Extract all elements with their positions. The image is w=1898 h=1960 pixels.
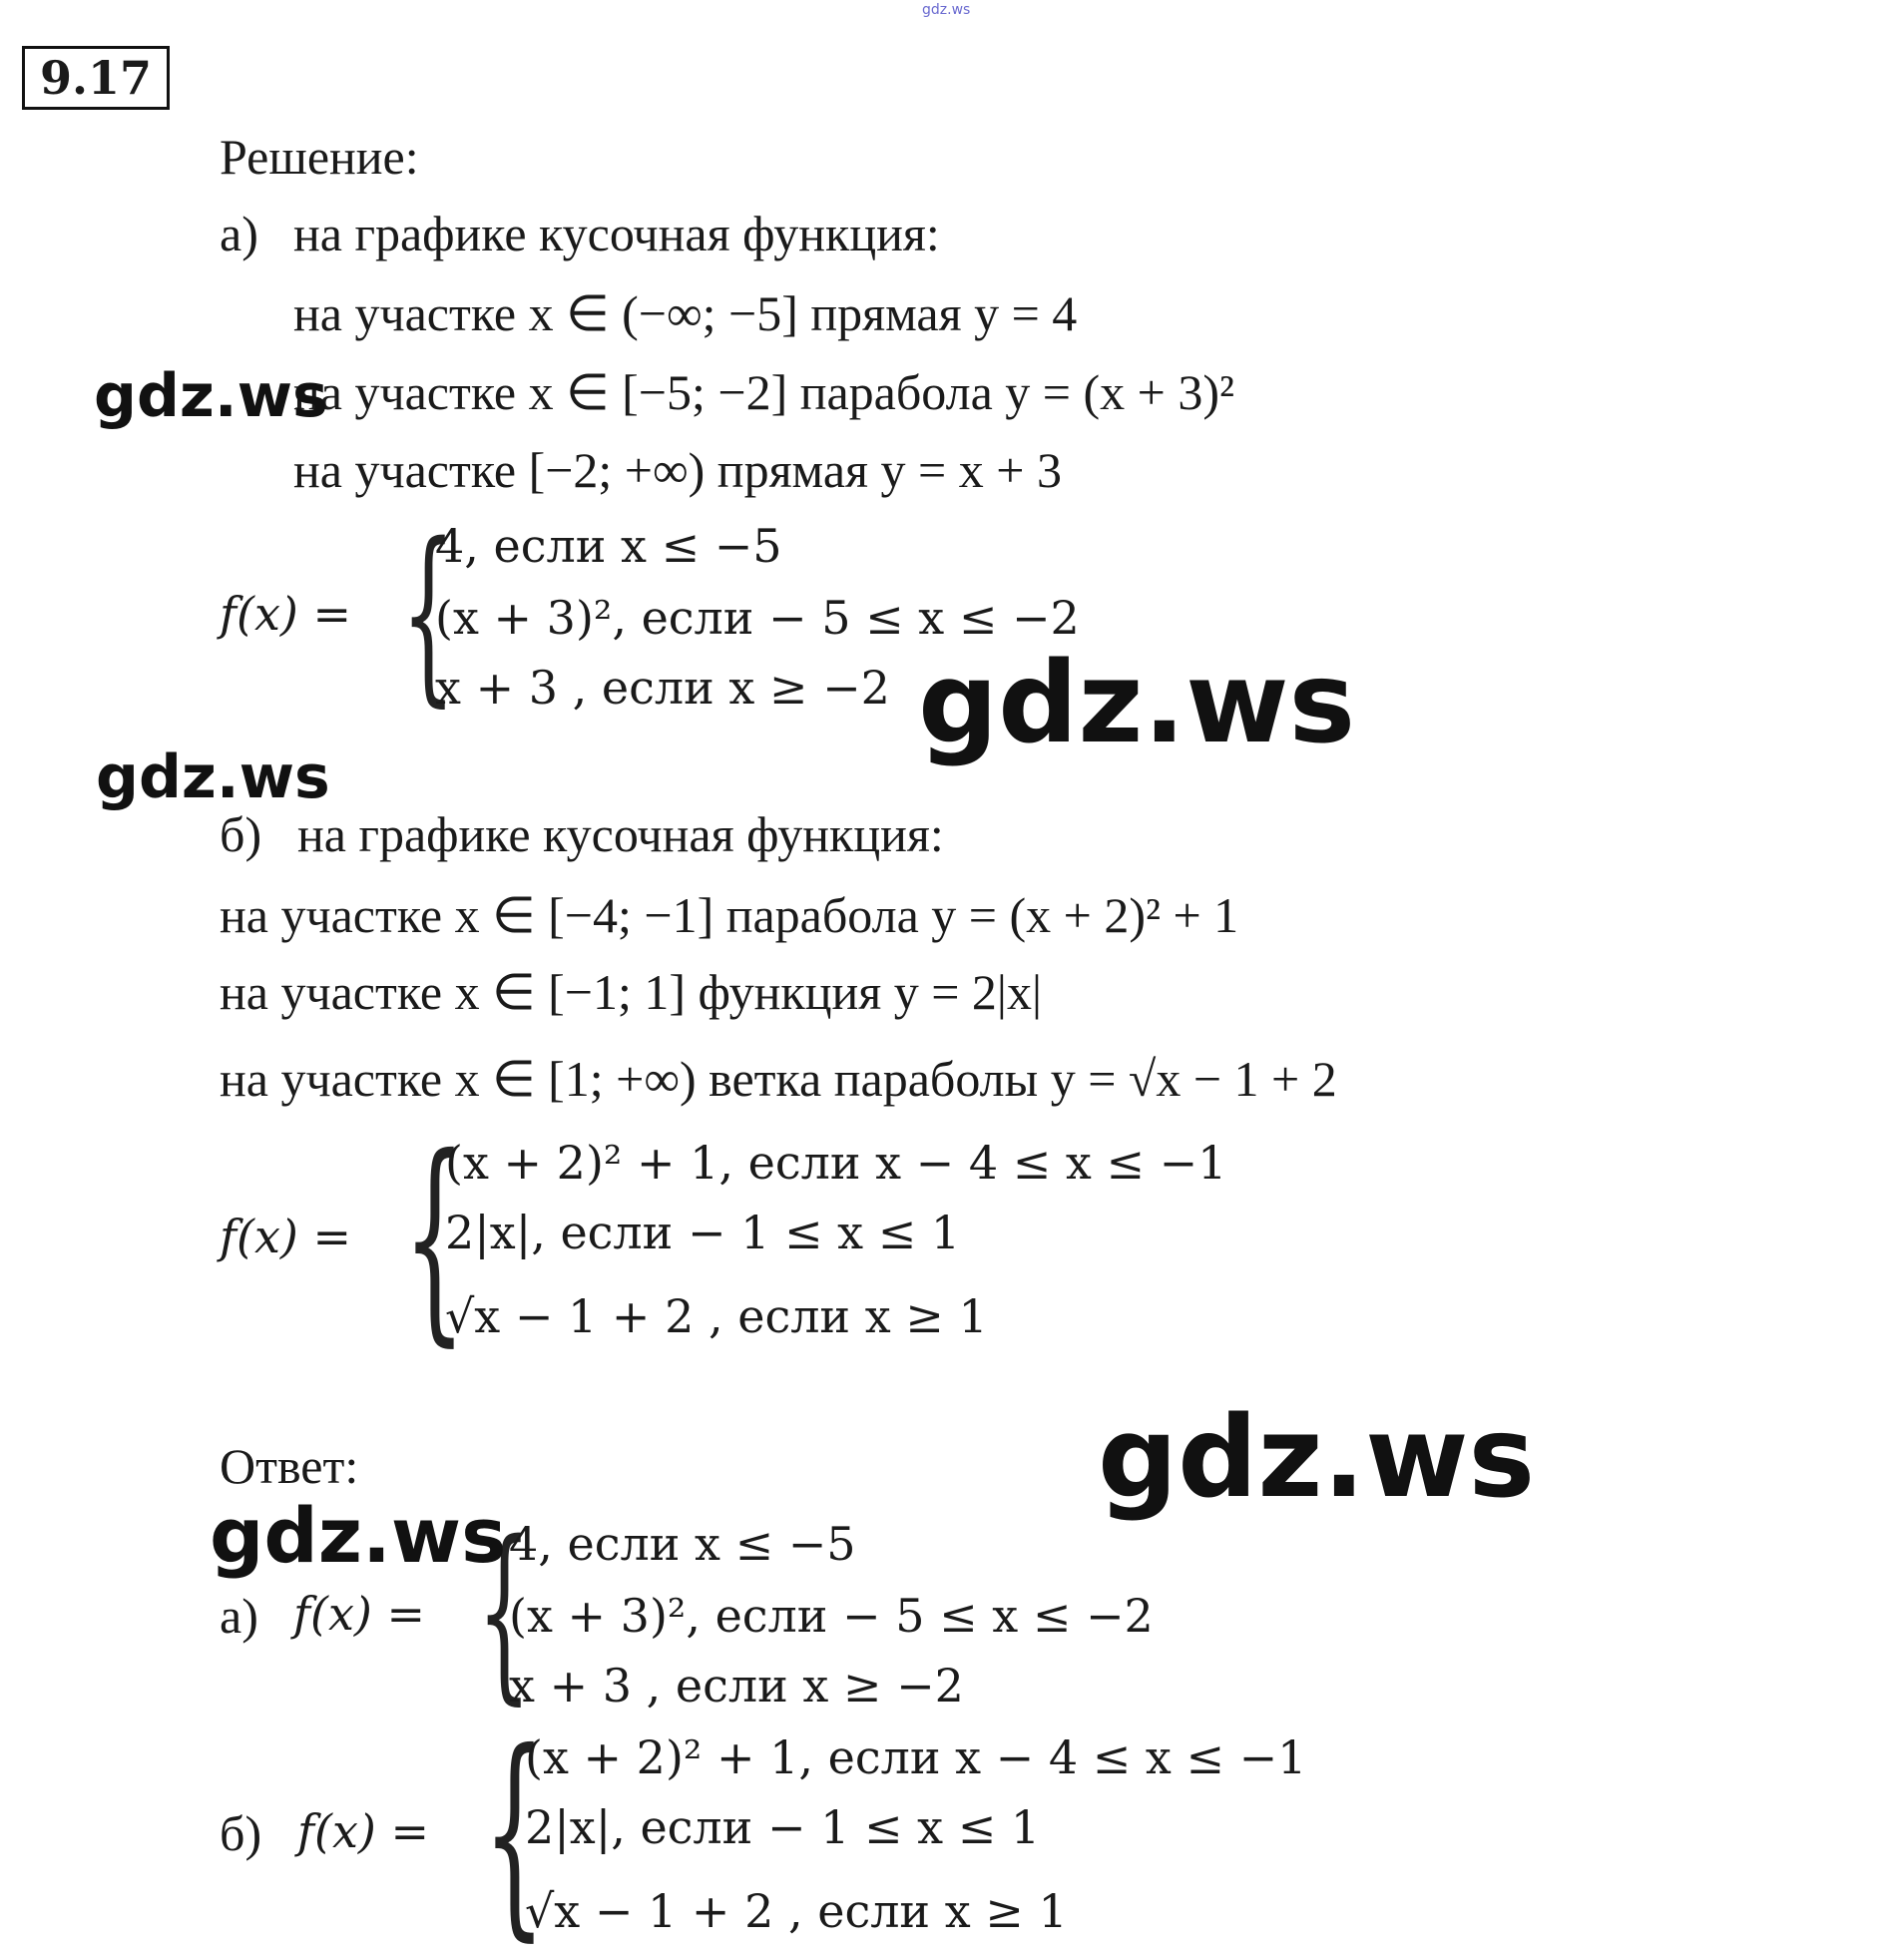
- answer-a-brace: {: [477, 1501, 532, 1721]
- answer-a-label: а): [220, 1588, 258, 1644]
- solution-label: Решение:: [220, 129, 419, 185]
- part-a-line-1: на участке x ∈ (−∞; −5] прямая y = 4: [293, 285, 1078, 341]
- answer-b-case-3: √x − 1 + 2 , если x ≥ 1: [525, 1884, 1068, 1938]
- part-a-f-lhs: f(x) =: [220, 587, 352, 641]
- answer-a-case-3: x + 3 , если x ≥ −2: [509, 1659, 964, 1713]
- answer-b-case-2: 2|x|, если − 1 ≤ x ≤ 1: [525, 1800, 1041, 1854]
- part-a-case-3: x + 3 , если x ≥ −2: [435, 661, 890, 715]
- task-number: 9.17: [22, 46, 170, 110]
- part-b-line-2: на участке x ∈ [−1; 1] функция y = 2|x|: [220, 964, 1042, 1020]
- answer-b-f-lhs: f(x) =: [297, 1804, 430, 1858]
- part-b-f-lhs: f(x) =: [220, 1210, 352, 1263]
- answer-label: Ответ:: [220, 1438, 359, 1494]
- part-a-brace: {: [401, 503, 456, 724]
- watermark-5: gdz.ws: [210, 1491, 507, 1580]
- part-b-line-3: на участке x ∈ [1; +∞) ветка параболы y = √x − 1 + 2: [220, 1051, 1337, 1107]
- part-a-intro: на графике кусочная функция:: [293, 206, 940, 261]
- answer-a-f-lhs: f(x) =: [293, 1587, 426, 1641]
- answer-b-case-1: (x + 2)² + 1, если x − 4 ≤ x ≤ −1: [525, 1730, 1307, 1784]
- part-b-case-3: √x − 1 + 2 , если x ≥ 1: [445, 1289, 988, 1343]
- watermark-2: gdz.ws: [918, 639, 1356, 768]
- part-a-line-2: на участке x ∈ [−5; −2] парабола y = (x + 3)²: [293, 364, 1234, 420]
- part-b-label: б): [220, 806, 262, 862]
- part-a-line-3: на участке [−2; +∞) прямая y = x + 3: [293, 442, 1062, 498]
- part-b-case-2: 2|x|, если − 1 ≤ x ≤ 1: [445, 1206, 961, 1259]
- part-a-case-2: (x + 3)², если − 5 ≤ x ≤ −2: [435, 591, 1080, 645]
- answer-a-case-1: 4, если x ≤ −5: [509, 1517, 856, 1571]
- watermark-top: gdz.ws: [922, 2, 971, 18]
- part-b-brace: {: [403, 1110, 466, 1365]
- answer-b-label: б): [220, 1805, 262, 1861]
- watermark-3: gdz.ws: [96, 742, 330, 812]
- watermark-4: gdz.ws: [1098, 1393, 1536, 1523]
- part-b-case-1: (x + 2)² + 1, если x − 4 ≤ x ≤ −1: [445, 1136, 1227, 1190]
- part-b-line-1: на участке x ∈ [−4; −1] парабола y = (x + 2)² + 1: [220, 887, 1239, 943]
- watermark-1: gdz.ws: [94, 361, 328, 431]
- part-b-intro: на графике кусочная функция:: [297, 806, 944, 862]
- answer-b-brace: {: [483, 1705, 546, 1960]
- part-a-label: а): [220, 206, 258, 261]
- part-a-case-1: 4, если x ≤ −5: [435, 519, 782, 573]
- answer-a-case-2: (x + 3)², если − 5 ≤ x ≤ −2: [509, 1589, 1154, 1643]
